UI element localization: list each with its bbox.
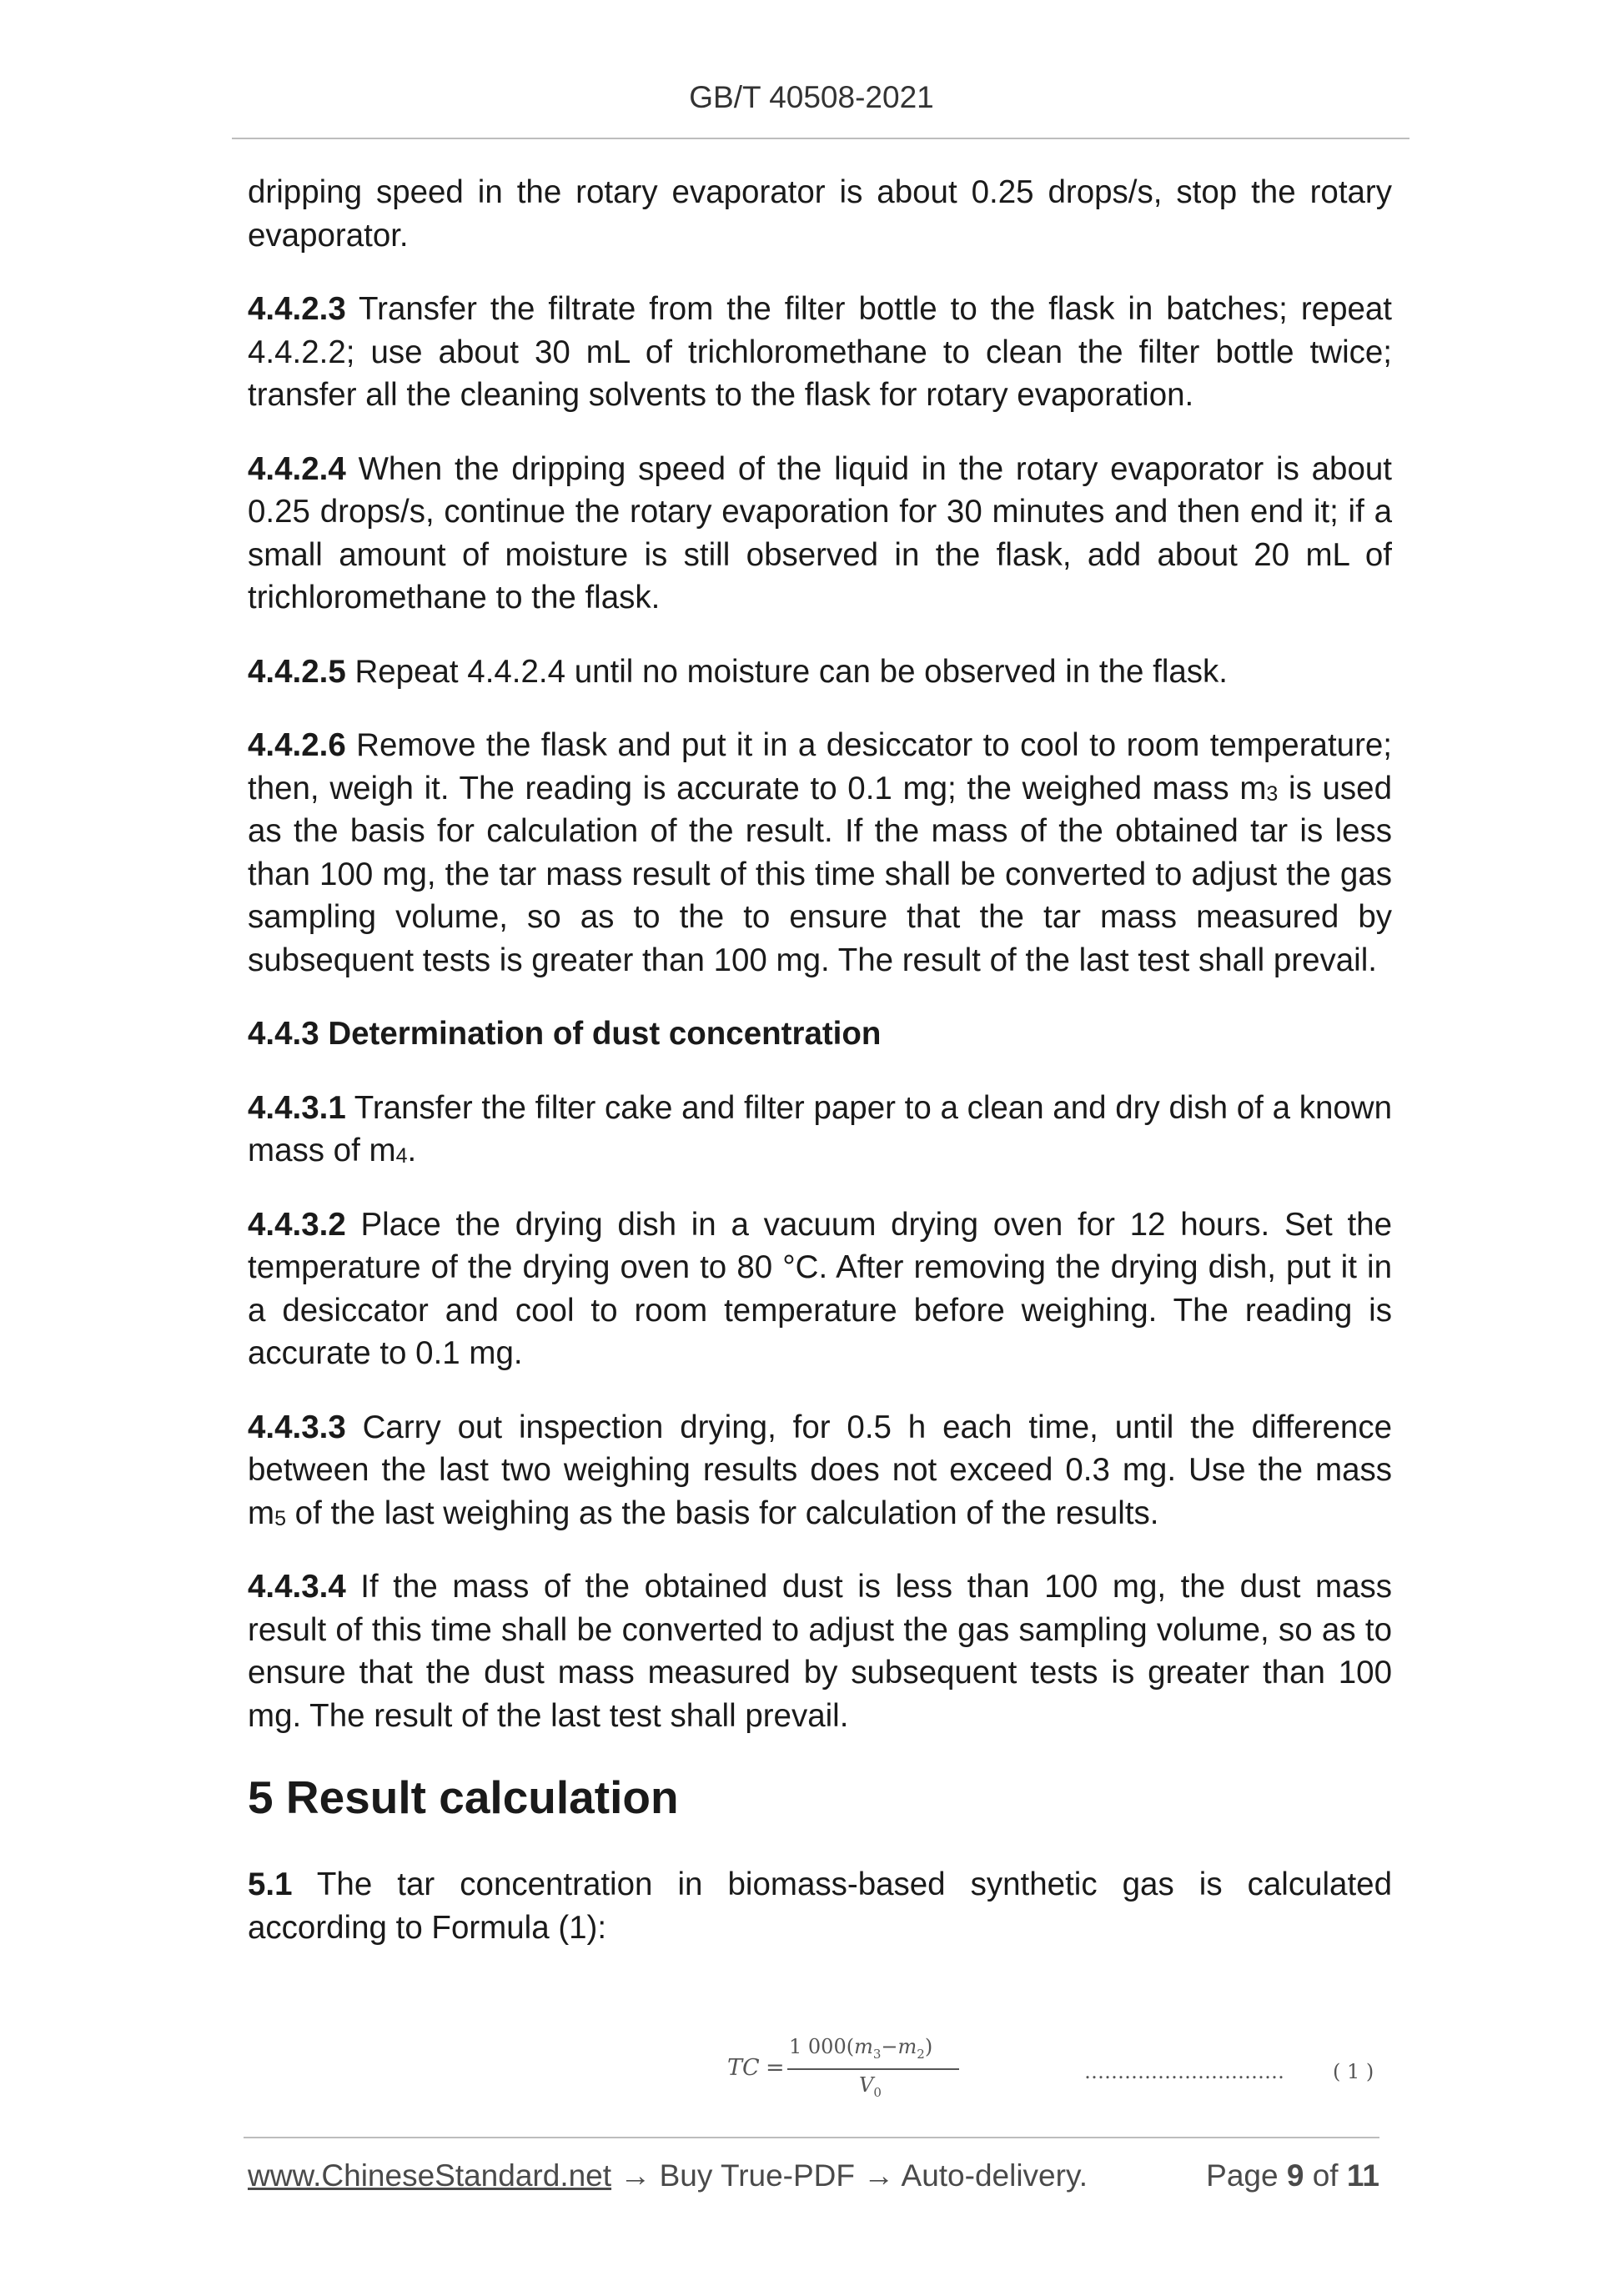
clause-4-4-3-3: 4.4.3.3 Carry out inspection drying, for 0.5 h each time, until the difference between the last two weighing results does not exceed 0.3 mg. Use the mass $m_5$ of the last weighing as the basis for calculation of the results. — [248, 1409, 1392, 1531]
clause-number: 4.4.3.1 — [248, 1089, 346, 1126]
clause-4-4-3-4: 4.4.3.4 If the mass of the obtained dust is less than 100 mg, the dust mass result of this time shall be converted to adjust the gas sampling volume, so as to ensure that the dust mass measured by subsequent tests is greater than 100 mg. The result of the last test shall prevail. — [248, 1569, 1392, 1734]
footer-promo: www.ChineseStandard.net → Buy True-PDF → Auto-delivery. — [248, 2158, 1088, 2193]
clause-number: 4.4.2.6 — [248, 727, 346, 763]
footer-divider — [244, 2137, 1379, 2138]
fraction-bar — [787, 2068, 959, 2070]
clause-4-4-3-1: 4.4.3.1 Transfer the filter cake and filter paper to a clean and dry dish of a known mass of $m_4$. — [248, 1089, 1392, 1168]
section-5-title: 5 Result calculation — [248, 1771, 679, 1823]
document-body — [248, 171, 1392, 1980]
formula-lhs: TC — [727, 2055, 760, 2081]
clause-4-4-3-2: 4.4.3.2 Place the drying dish in a vacuum drying oven for 12 hours. Set the temperature of the drying oven to 80 °C. After removing the drying dish, put it in a desiccator and cool to room temperature before weighing. The reading is accurate to 0.1 mg. — [248, 1206, 1392, 1371]
clause-number: 4.4.3.3 — [248, 1409, 346, 1445]
formula-1 — [0, 2027, 1623, 2102]
header-divider — [232, 138, 1409, 139]
formula-numerator: 1 $000(m_3-m_2)$ — [789, 2035, 933, 2062]
clause-5-1: 5.1 The tar concentration in biomass-based synthetic gas is calculated according to Formula (1): — [248, 1866, 1392, 1946]
formula-denominator: $V_0$ — [859, 2073, 882, 2100]
website-link[interactable]: www.ChineseStandard.net — [248, 2158, 612, 2193]
clause-4-4-2-4: 4.4.2.4 When the dripping speed of the liquid in the rotary evaporator is about 0.25 drops/s, continue the rotary evaporation for 30 minutes and then end it; if a small amount of moisture is still observed in the flask, add about 20 mL of trichloromethane to the flask. — [248, 450, 1392, 615]
paragraph-continuation: dripping speed in the rotary evaporator is about 0.25 drops/s, stop the rotary evaporator. — [248, 174, 1392, 254]
clause-number: 4.4.3.4 — [248, 1569, 346, 1605]
formula-leader-dots: ………………………… — [1084, 2060, 1284, 2083]
formula-number: ( 1 ) — [1333, 2060, 1374, 2083]
clause-4-4-2-6: 4.4.2.6 Remove the flask and put it in a desiccator to cool to room temperature; then, weigh it. The reading is accurate to 0.1 mg; the weighed mass $m_3$ is used as the basis for calculation of the result. If the mass of the obtained tar is less than 100 mg, the tar mass result of this time shall be converted to adjust the gas sampling volume, so as to the to ensure that the tar mass measured by subsequent tests is greater than 100 mg. The result of the last test shall prevail. — [248, 727, 1392, 978]
formula-equals: = — [766, 2055, 785, 2081]
clause-number: 5.1 — [248, 1866, 293, 1902]
heading-4-4-3: 4.4.3 Determination of dust concentration — [248, 1016, 882, 1052]
clause-number: 4.4.2.3 — [248, 291, 346, 327]
clause-number: 4.4.2.4 — [248, 450, 346, 487]
total-pages: 11 — [1346, 2158, 1379, 2193]
document-id-header: GB/T 40508-2021 — [689, 80, 934, 114]
clause-number: 4.4.3.2 — [248, 1206, 346, 1243]
clause-number: 4.4.2.5 — [248, 653, 346, 690]
page-indicator: Page 9 of 11 — [1206, 2158, 1379, 2193]
clause-4-4-2-3: 4.4.2.3 Transfer the filtrate from the filter bottle to the flask in batches; repeat 4.4.2.2; use about 30 mL of trichloromethane to clean the filter bottle twice; transfer all the cleaning solvents to the flask for rotary evaporation. — [248, 291, 1392, 413]
clause-4-4-2-5: 4.4.2.5 Repeat 4.4.2.4 until no moisture can be observed in the flask. — [248, 653, 1228, 690]
current-page: 9 — [1286, 2158, 1304, 2193]
